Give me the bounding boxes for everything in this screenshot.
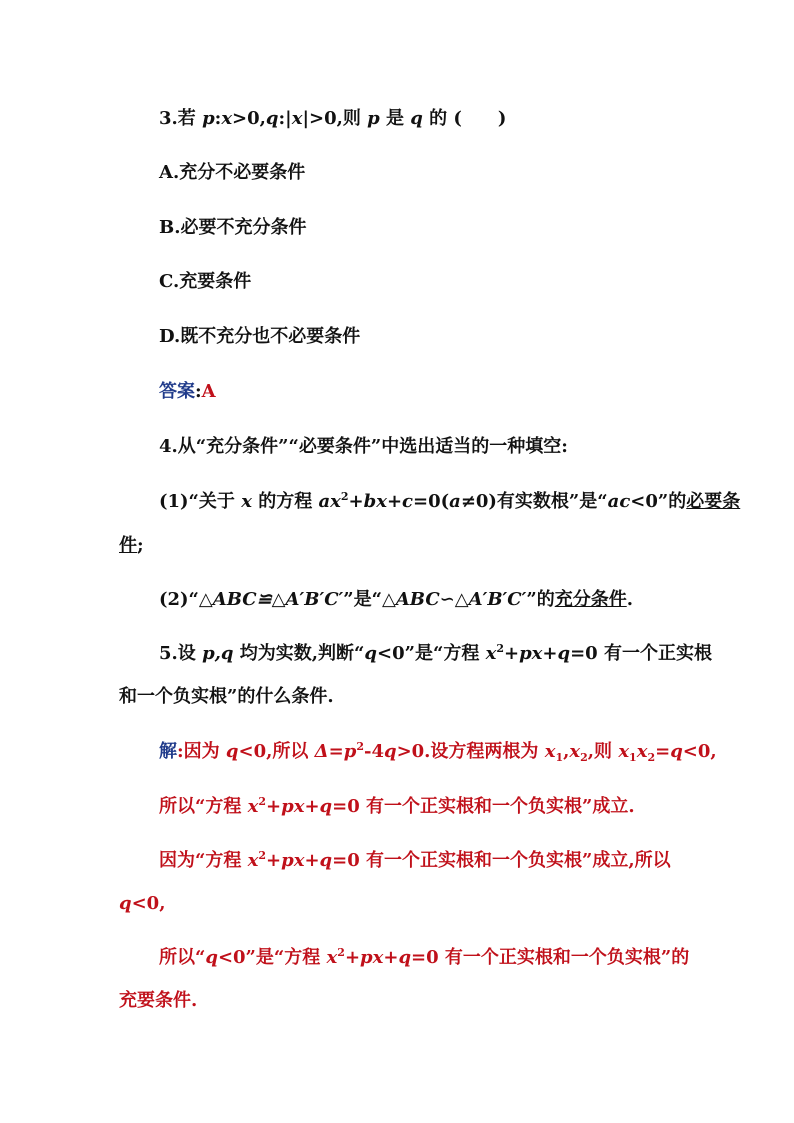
solution-line-5: 所以“q<0”是“方程 $x^2+px+q=0$ 有一个正实根和一个负实根”的 <box>159 946 690 968</box>
answer-label: 答案 <box>159 381 195 402</box>
solution-line-6: 充要条件. <box>119 990 198 1011</box>
solution-line-4: q<0, <box>119 893 166 914</box>
question-4-item-2: (2)“△ABC≌△A′B′C′”是“△ABC∽△A′B′C′”的充分条件. <box>159 589 633 610</box>
option-a: A.充分不必要条件 <box>159 162 306 183</box>
question-4-title: 4.从“充分条件”“必要条件”中选出适当的一种填空: <box>159 436 568 457</box>
answer-value: A <box>201 381 216 402</box>
option-d: D.既不充分也不必要条件 <box>159 326 361 347</box>
solution-line-3: 因为“方程 $x^2+px+q=0$ 有一个正实根和一个负实根”成立,所以 <box>159 849 671 871</box>
q4-answer-2: 充分条件 <box>554 589 627 610</box>
solution-label: 解 <box>159 741 177 762</box>
question-4-item-1-cont: 件; <box>119 535 144 556</box>
question-5: 5.设 p,q 均为实数,判断“q<0”是“方程 $x^2+px+q=0$ 有一个正实根 <box>159 642 712 664</box>
solution-line-2: 所以“方程 $x^2+px+q=0$ 有一个正实根和一个负实根”成立. <box>159 795 635 817</box>
option-c: C.充要条件 <box>159 271 252 292</box>
solution-line-1: 解:因为 q<0,所以 $\Delta=p^2-4q>0$.设方程两根为 $x_1,x_2$,则 $x_1x_2=q<0$, <box>159 740 717 764</box>
q4-answer-1: 必要条 <box>686 491 741 512</box>
question-5-cont: 和一个负实根”的什么条件. <box>119 686 334 707</box>
option-b: B.必要不充分条件 <box>159 217 307 238</box>
question-4-item-1: (1)“关于 x 的方程 $ax^2+bx+c=0(a\ne 0)$有实数根”是“ac<0”的必要条 <box>159 490 741 512</box>
answer-line: 答案:A <box>159 381 216 402</box>
question-3: 3.若 p:x>0,q:|x|>0,则 p 是 q 的 ( ) <box>159 108 507 129</box>
